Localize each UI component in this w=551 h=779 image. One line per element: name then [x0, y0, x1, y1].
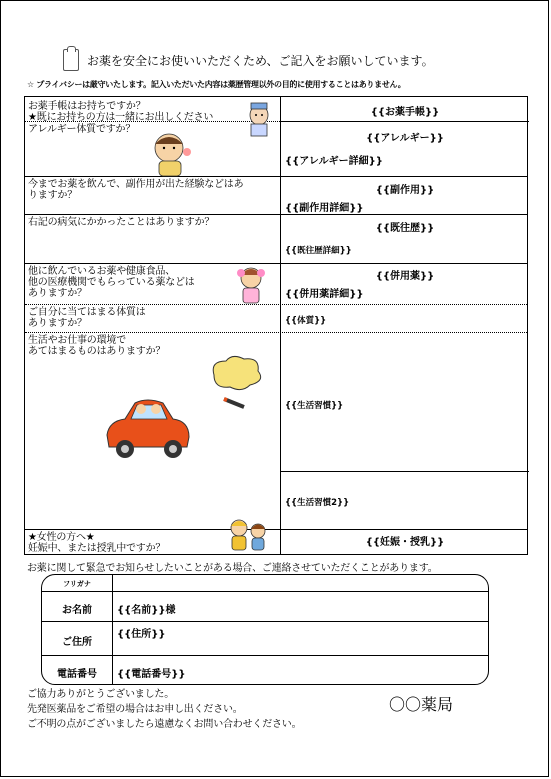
question-side-effect-2: りますか？: [28, 190, 77, 201]
field-allergy[interactable]: {{アレルギー}}: [366, 133, 444, 144]
field-lifestyle[interactable]: {{生活習慣}}: [285, 401, 344, 411]
address-field[interactable]: {{住所}}: [117, 629, 166, 640]
field-concomitant-detail[interactable]: {{併用薬詳細}}: [285, 289, 364, 300]
phone-label: 電話番号: [57, 669, 97, 680]
field-constitution[interactable]: {{体質}}: [285, 316, 327, 326]
question-pregnancy: ★女性の方へ★: [28, 532, 95, 543]
field-side-effect[interactable]: {{副作用}}: [375, 185, 435, 196]
child-allergy-illustration: [147, 130, 195, 178]
smoke-cigarette-illustration: [208, 355, 268, 410]
question-concomitant-3: ありますか？: [28, 288, 87, 299]
question-constitution-2: ありますか？: [28, 318, 87, 329]
field-concomitant[interactable]: {{併用薬}}: [375, 271, 435, 282]
furigana-label: フリガナ: [63, 580, 91, 588]
field-lifestyle-2[interactable]: {{生活習慣2}}: [285, 498, 350, 508]
contact-note: お薬に関して緊急でお知らせしたいことがある場合、ご連絡させていただくことがあります。: [27, 563, 438, 574]
field-side-effect-detail[interactable]: {{副作用詳細}}: [285, 203, 364, 214]
field-history-detail[interactable]: {{既往歴詳細}}: [285, 246, 352, 256]
question-concomitant: 他に飲んでいるお薬や健康食品、: [28, 266, 175, 277]
question-allergy: アレルギー体質ですか？: [28, 124, 136, 135]
question-pregnancy-2: 妊娠中、または授乳中ですか？: [28, 543, 166, 554]
field-okusuri-techo[interactable]: {{お薬手帳}}: [370, 107, 440, 118]
girl-illustration: [233, 265, 269, 305]
field-allergy-detail[interactable]: {{アレルギー詳細}}: [285, 156, 383, 167]
footer-notes: [27, 687, 301, 732]
header: [63, 47, 503, 75]
car-illustration: [101, 391, 193, 463]
question-okusuri-techo: お薬手帳はお持ちですか？: [28, 101, 146, 112]
field-pregnancy[interactable]: {{妊娠・授乳}}: [365, 537, 445, 548]
pharmacy-name: 〇〇薬局: [389, 695, 454, 714]
thanks-line: ご協力ありがとうございました。: [27, 689, 174, 700]
name-field[interactable]: {{名前}}様: [117, 605, 176, 616]
name-label: お名前: [62, 605, 92, 616]
question-lifestyle-2: あてはまるものはありますか？: [28, 346, 166, 357]
field-history[interactable]: {{既往歴}}: [375, 223, 435, 234]
address-label: ご住所: [62, 637, 92, 648]
question-side-effect: 今までお薬を飲んで、副作用が出た経験などはあ: [28, 179, 244, 190]
question-constitution: ご自分に当てはまる体質は: [28, 307, 146, 318]
question-concomitant-2: 他の医療機関でもらっている薬などは: [28, 277, 195, 288]
clipboard-icon: [63, 49, 79, 71]
questionnaire-table: [24, 96, 528, 555]
phone-field[interactable]: {{電話番号}}: [117, 669, 186, 680]
generic-drug-line: 先発医薬品をご希望の場合はお申し出ください。: [27, 704, 243, 715]
question-lifestyle: 生活やお仕事の環境で: [28, 335, 126, 346]
mother-child-illustration: [225, 518, 271, 552]
question-history: 右記の病気にかかったことはありますか？: [28, 217, 215, 228]
privacy-note: ☆ プライバシーは厳守いたします。記入いただいた内容は薬歴管理以外の目的に使用することはありません。: [27, 80, 406, 89]
page-title: お薬を安全にお使いいただくため、ご記入をお願いしています。: [87, 54, 434, 68]
question-okusuri-techo-note: ★既にお持ちの方は一緒にお出しください: [28, 112, 214, 123]
pharmacist-illustration: [245, 101, 273, 137]
contact-box: [41, 574, 489, 685]
inquiry-line: ご不明の点がございましたら遠慮なくお問い合わせください。: [27, 719, 302, 730]
